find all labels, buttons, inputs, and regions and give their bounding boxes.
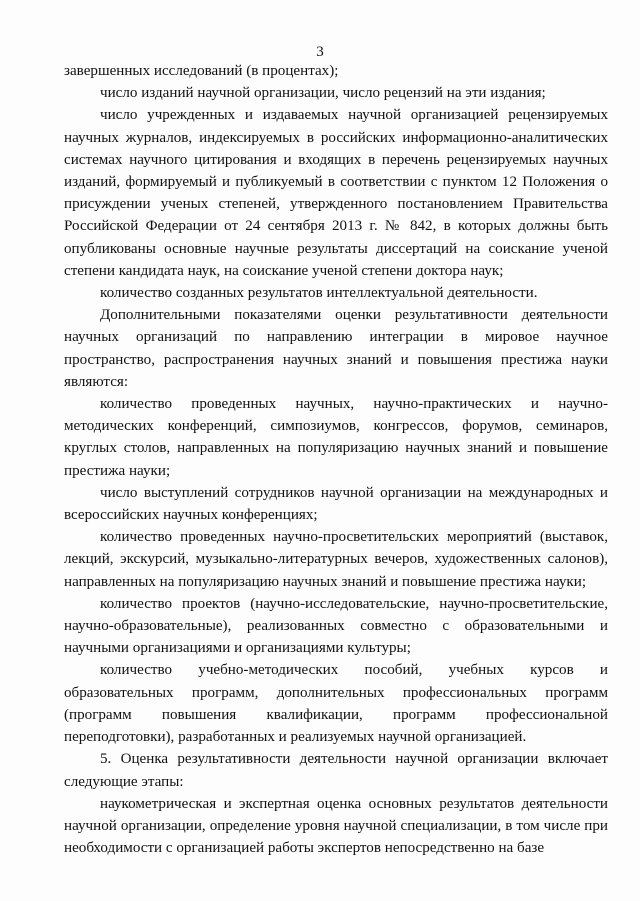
document-body bbox=[64, 60, 608, 859]
paragraph: завершенных исследований (в процентах); bbox=[64, 63, 339, 79]
paragraph: число выступлений сотрудников научной организации на международных и всероссийских научных конференциях; bbox=[64, 484, 608, 524]
paragraph: количество учебно-методических пособий, учебных курсов и образовательных программ, дополнительных профессиональных программ (программ повышения квалификации, программ профессиональной переподготовки), разработанных и реализуемых научной организацией. bbox=[64, 662, 608, 746]
paragraph: наукометрическая и экспертная оценка основных результатов деятельности научной организации, определение уровня научной специализации, в том числе при необходимости с организацией работы экспертов непосредственно на базе bbox=[64, 795, 608, 857]
paragraph: 5. Оценка результативности деятельности научной организации включает следующие этапы: bbox=[64, 751, 608, 790]
paragraph: Дополнительными показателями оценки результативности деятельности научных организаций по направлению интеграции в мировое научное пространство, распространения научных знаний и повышения престижа науки являются: bbox=[64, 307, 608, 390]
paragraph: количество проведенных научно-просветительских мероприятий (выставок, лекций, экскурсий, музыкально-литературных вечеров, художественных салонов), направленных на популяризацию научных знаний и повышение престижа науки; bbox=[64, 529, 608, 590]
page-number: 3 bbox=[316, 44, 324, 60]
paragraph: количество проектов (научно-исследовательские, научно-просветительские, научно-образовательные), реализованных совместно с образовательными и научными организациями и организациями культуры; bbox=[64, 595, 608, 657]
paragraph: число учрежденных и издаваемых научной организацией рецензируемых научных журналов, индексируемых в российских информационно-аналитических системах научного цитирования и входящих в перечень рецензируемых научных изданий, формируемый и публикуемый в соответствии с пунктом 12 Положения о присуждении ученых степеней, утвержденного постановлением Правительства Российской Федерации от 24 сентября 2013 г. № 842, в которых должны быть опубликованы основные научные результаты диссертаций на соискание ученой степени кандидата наук, на соискание ученой степени доктора наук; bbox=[64, 107, 608, 279]
paragraph: количество проведенных научных, научно-практических и научно-методических конференций, симпозиумов, конгрессов, форумов, семинаров, круглых столов, направленных на популяризацию научных знаний и повышение престижа науки; bbox=[64, 396, 608, 479]
paragraph: число изданий научной организации, число рецензий на эти издания; bbox=[100, 85, 546, 102]
paragraph: количество созданных результатов интеллектуальной деятельности. bbox=[100, 285, 538, 302]
